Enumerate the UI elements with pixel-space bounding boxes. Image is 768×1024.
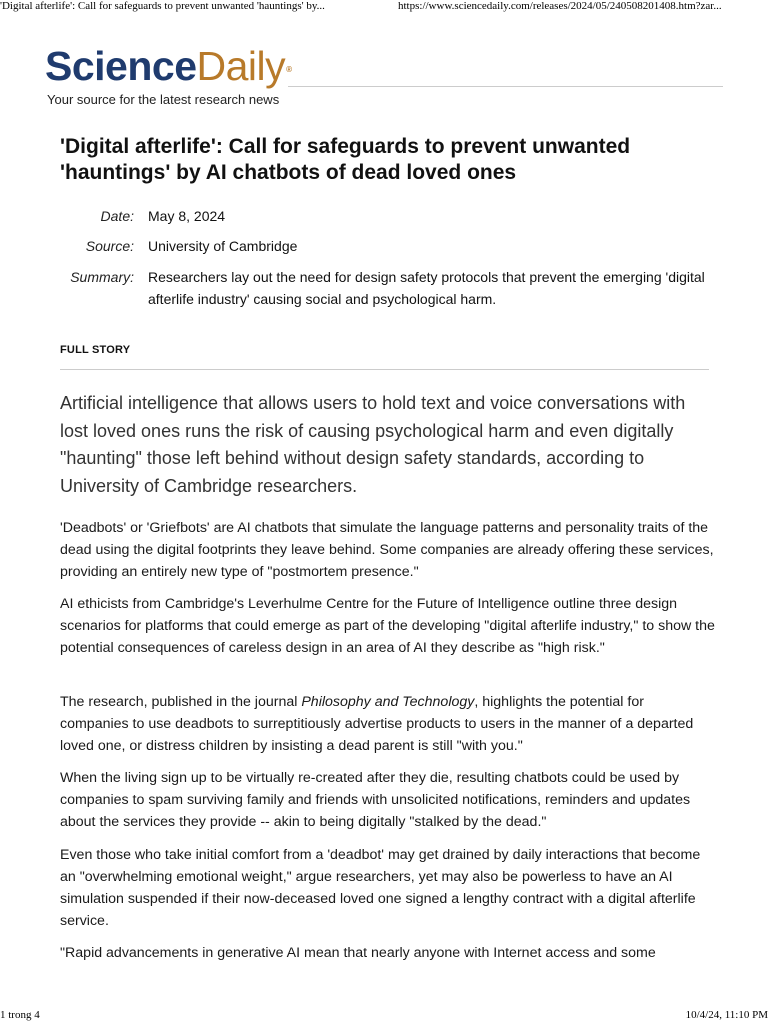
print-header [0,0,768,14]
article-paragraph-4: When the living sign up to be virtually re-created after they die, resulting chatbots could be used by companies to spam surviving family and friends with unsolicited notifications, reminders and updates about the services they provide -- akin to being digitally "stalked by the dead." [60,770,691,830]
article-paragraph-6: "Rapid advancements in generative AI mean that nearly anyone with Internet access and some [60,945,656,961]
journal-name: Philosophy and Technology [301,694,475,710]
registered-mark: ® [286,65,292,74]
print-header-title: 'Digital afterlife': Call for safeguards to prevent unwanted 'hauntings' by... [0,0,325,12]
article-paragraph-3 [60,691,715,757]
paragraph-3-text-end: , highlights the potential for companies to use deadbots to surreptitiously advertise products to users in the manner of a departed loved one, or distress children by insisting a dead parent is still "with you." [60,694,694,754]
meta-source-label: Source: [85,238,134,254]
meta-date-label: Date: [100,208,134,224]
header-divider [288,86,723,87]
meta-summary-label: Summary: [70,269,134,285]
meta-summary-value: Researchers lay out the need for design safety protocols that prevent the emerging 'digital afterlife industry' causing social and psychological harm. [148,269,705,307]
meta-date-value: May 8, 2024 [148,208,226,224]
logo-daily: Daily [196,43,286,89]
print-footer [0,1009,768,1023]
full-story-divider [60,369,709,370]
page-number: 1 trong 4 [0,1009,40,1021]
article-paragraph-2: AI ethicists from Cambridge's Leverhulme Centre for the Future of Intelligence outline three design scenarios for platforms that could emerge as part of the developing "digital afterlife industry," to show the potential consequences of careless design in an area of AI they describe as "high risk." [60,596,715,656]
print-header-url: https://www.sciencedaily.com/releases/2024/05/240508201408.htm?zar... [398,0,722,12]
site-tagline: Your source for the latest research news [47,92,280,107]
article-lede: Artificial intelligence that allows users to hold text and voice conversations with lost loved ones runs the risk of causing psychological harm and even digitally "haunting" those left behind without design safety standards, according to University of Cambridge researchers. [60,393,686,496]
full-story-label: FULL STORY [60,344,131,356]
article-paragraph-5: Even those who take initial comfort from a 'deadbot' may get drained by daily interactions that become an "overwhelming emotional weight," argue researchers, yet may also be powerless to have an AI simulation suspended if their now-deceased loved one signed a lengthy contract with a digital afterlife service. [60,847,701,929]
meta-source-value: University of Cambridge [148,238,298,254]
article-paragraph-1: 'Deadbots' or 'Griefbots' are AI chatbots that simulate the language patterns and personality traits of the dead using the digital footprints they leave behind. Some companies are already offering these services, providing an entirely new type of "postmortem presence." [60,520,714,580]
sciencedaily-logo[interactable] [45,42,292,90]
logo-science: Science [45,43,197,89]
print-datetime: 10/4/24, 11:10 PM [685,1009,768,1021]
article-headline: 'Digital afterlife': Call for safeguards to prevent unwanted 'hauntings' by AI chatbots of dead loved ones [60,135,631,184]
paragraph-3-text-start: The research, published in the journal [60,694,302,710]
